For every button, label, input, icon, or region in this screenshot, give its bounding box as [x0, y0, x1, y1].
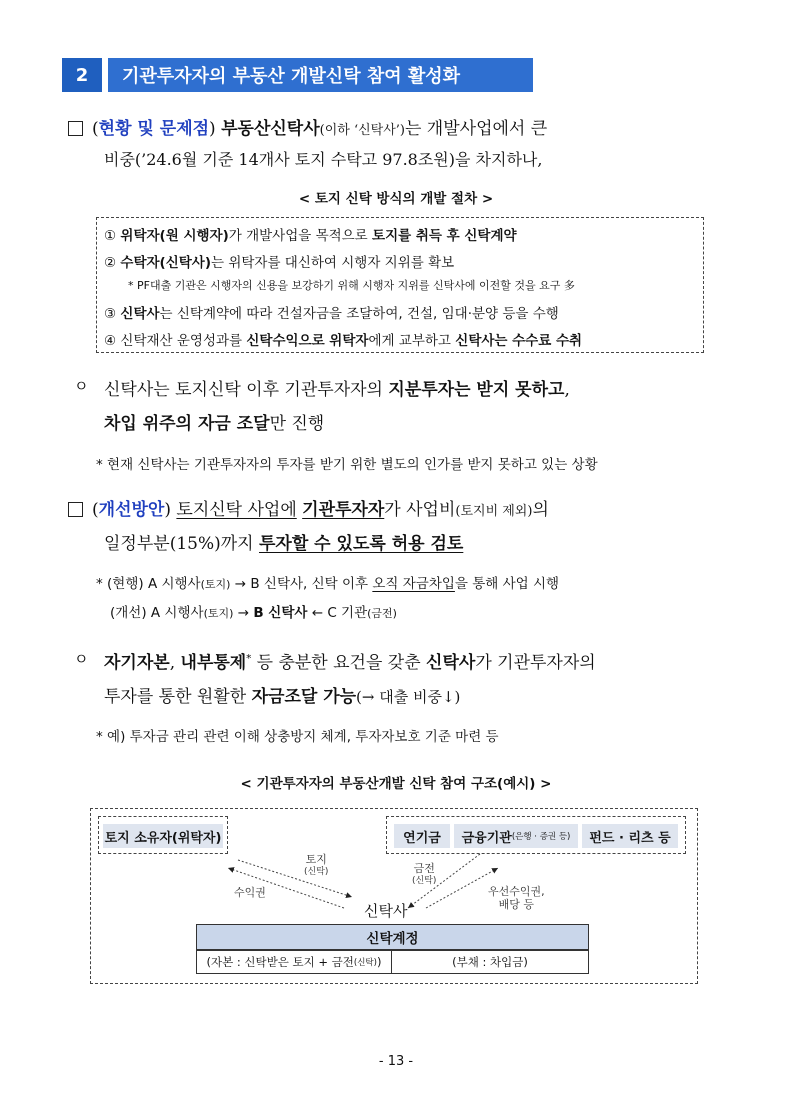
status-line-1-rest: 는 개발사업에서 큰	[404, 119, 548, 139]
improve-paren-open: (	[92, 500, 99, 520]
flow-cash: 금전	[413, 862, 435, 875]
equity-a: (자본 : 신탁받은 토지 + 금전	[206, 955, 354, 969]
item2-num: ②	[104, 255, 117, 271]
improve-underlined-1: 토지신탁 사업에	[176, 500, 297, 520]
equity-b: )	[376, 955, 382, 969]
improve-bullet-line2-b: (→ 대출 비중↓)	[356, 688, 461, 706]
trust-account-debt: (부채 : 차입금)	[391, 950, 589, 974]
status-label-a: 현황	[98, 119, 132, 139]
item3-bold1: 신탁사	[120, 306, 160, 322]
landowner-tag: 토지 소유자(위탁자)	[103, 824, 223, 848]
improve-text2: 의	[532, 500, 549, 520]
improve-bullet-comma: ,	[169, 653, 181, 673]
item4-bold1: 신탁수익으로 위탁자	[246, 333, 369, 349]
improve-current-a: * (현행) A 시행사	[96, 576, 201, 592]
status-term: 부동산신탁사	[221, 119, 320, 139]
improve-bullet-bold3: 신탁사	[426, 653, 476, 673]
flow-land-label	[304, 853, 328, 879]
improve-current-paren: (토지)	[200, 578, 231, 591]
status-line-1	[92, 114, 547, 139]
status-paren-close: )	[209, 119, 216, 139]
procedure-item-2	[104, 251, 454, 271]
procedure-item-1	[104, 224, 517, 244]
improve-bullet-line-1	[104, 648, 596, 673]
diagram-caption: < 기관투자자의 부동산개발 신탁 참여 구조(예시) >	[240, 776, 552, 792]
investor-financial-label: 금융기관	[461, 830, 512, 846]
trust-account-title: 신탁계정	[196, 924, 589, 950]
flow-pref-label	[488, 885, 545, 911]
improve-bullet-marker: ㅇ	[74, 650, 89, 668]
improve-bullet-line2-bold: 자금조달 가능	[251, 687, 357, 707]
improve-bullet-text1: 등 충분한 요건을 갖춘	[251, 653, 427, 673]
improve-current	[96, 572, 559, 592]
improve-line-2	[104, 529, 463, 554]
improve-line2-b: 투자할 수 있도록 허용 검토	[259, 534, 464, 554]
status-bullet-marker: ㅇ	[74, 377, 89, 395]
flow-pref: 우선수익권,	[488, 885, 545, 898]
trust-company: 신탁사	[364, 902, 408, 920]
improve-line-1	[92, 495, 549, 520]
improve-line2-a: 일정부분(15%)까지	[104, 534, 259, 554]
improve-paren: (토지비 제외)	[455, 504, 533, 519]
flow-cash-sub: (신탁)	[412, 876, 437, 886]
item4-num: ④	[104, 333, 117, 349]
improve-bullet-text2: 가 기관투자자의	[475, 653, 596, 673]
status-bullet-text1: 신탁사는 토지신탁 이후 기관투자자의	[104, 380, 389, 400]
investor-funds: 펀드 · 리츠 등	[582, 824, 678, 848]
item2-bold1: 수탁자(신탁사)	[120, 255, 211, 271]
improve-bullet-bold1: 자기자본	[104, 653, 170, 673]
item4-text0: 신탁재산 운영성과를	[120, 333, 247, 349]
improve-paren-close: )	[164, 500, 171, 520]
improve-current-b: → B 신탁사, 신탁 이후	[230, 576, 373, 592]
improve-new-c: ← C 기관	[307, 605, 368, 621]
status-bullet-bold1: 지분투자는 받지 못하고	[388, 380, 565, 400]
equity-sub: (신탁)	[353, 958, 377, 968]
status-paren-open: (	[92, 119, 99, 139]
status-label-b: 문제점	[159, 119, 210, 139]
improve-text1: 가 사업비	[384, 500, 456, 520]
flow-benefit-label: 수익권	[234, 886, 266, 899]
status-bullet-comma: ,	[564, 380, 570, 400]
status-term-note: (이하 ‘신탁사’)	[319, 123, 405, 138]
item1-bold1: 위탁자(원 시행자)	[120, 228, 229, 244]
item4-text1: 에게 교부하고	[368, 333, 456, 349]
item2-text1: 는 위탁자를 대신하여 시행자 지위를 확보	[211, 255, 455, 271]
improve-bold-underlined: 기관투자자	[302, 500, 385, 520]
item1-num: ①	[104, 228, 117, 244]
flow-pref-2: 배당 등	[498, 898, 534, 911]
investor-financial-note: (은행 · 증권 등)	[511, 832, 571, 842]
procedure-item-4	[104, 329, 582, 349]
improve-label: 개선방안	[98, 500, 165, 520]
trust-account-equity	[196, 950, 392, 974]
flow-cash-label	[412, 862, 436, 888]
status-bullet-line-1	[104, 375, 570, 400]
item4-bold2: 신탁사는 수수료 수취	[455, 333, 583, 349]
flow-land: 토지	[305, 853, 327, 866]
procedure-item-2-note: * PF대출 기관은 시행자의 신용을 보강하기 위해 시행자 지위를 신탁사에 이전할 것을 요구 多	[128, 279, 575, 292]
investor-pension: 연기금	[394, 824, 450, 848]
improve-new	[110, 601, 397, 621]
checkbox-status	[68, 121, 83, 136]
checkbox-improve	[68, 502, 83, 517]
improve-bullet-line-2	[104, 682, 460, 707]
status-bullet-bold2: 차입 위주의 자금 조달	[104, 414, 270, 434]
improve-new-paren: (토지)	[203, 607, 234, 620]
section-number: 2	[62, 58, 102, 92]
item3-text1: 는 신탁계약에 따라 건설자금을 조달하여, 건설, 임대·분양 등을 수행	[159, 306, 559, 322]
status-bullet-note: * 현재 신탁사는 기관투자자의 투자를 받기 위한 별도의 인가를 받지 못하고 있는 상황	[96, 457, 598, 473]
improve-new-b: →	[233, 605, 254, 621]
improve-bullet-bold2: 내부통제	[180, 653, 247, 673]
status-line-2: 비중(’24.6월 기준 14개사 토지 수탁고 97.8조원)을 차지하나,	[104, 150, 543, 169]
improve-current-underlined: 오직 자금차입	[372, 576, 455, 592]
improve-bullet-line2-a: 투자를 통한 원활한	[104, 687, 252, 707]
improve-current-c: 을 통해 사업 시행	[454, 576, 560, 592]
section-title: 기관투자자의 부동산 개발신탁 참여 활성화	[108, 58, 533, 92]
status-bullet-text2: 만 진행	[269, 414, 325, 434]
status-bullet-line-2	[104, 409, 324, 434]
improve-new-a: (개선) A 시행사	[110, 605, 204, 621]
improve-bullet-note: * 예) 투자금 관리 관련 이해 상충방지 체계, 투자자보호 기준 마련 등	[96, 729, 499, 745]
procedure-caption: < 토지 신탁 방식의 개발 절차 >	[298, 191, 494, 207]
improve-new-paren2: (금전)	[367, 607, 397, 620]
improve-bullet-sup: *	[246, 653, 252, 665]
procedure-item-3	[104, 302, 559, 322]
item1-bold2: 토지를 취득 후 신탁계약	[372, 228, 517, 244]
page-number: - 13 -	[378, 1054, 414, 1069]
item1-text1: 가 개발사업을 목적으로	[228, 228, 373, 244]
improve-new-bold: B 신탁사	[253, 605, 308, 621]
flow-land-sub: (신탁)	[304, 867, 329, 877]
item3-num: ③	[104, 306, 117, 322]
status-label-and: 및	[131, 119, 160, 139]
